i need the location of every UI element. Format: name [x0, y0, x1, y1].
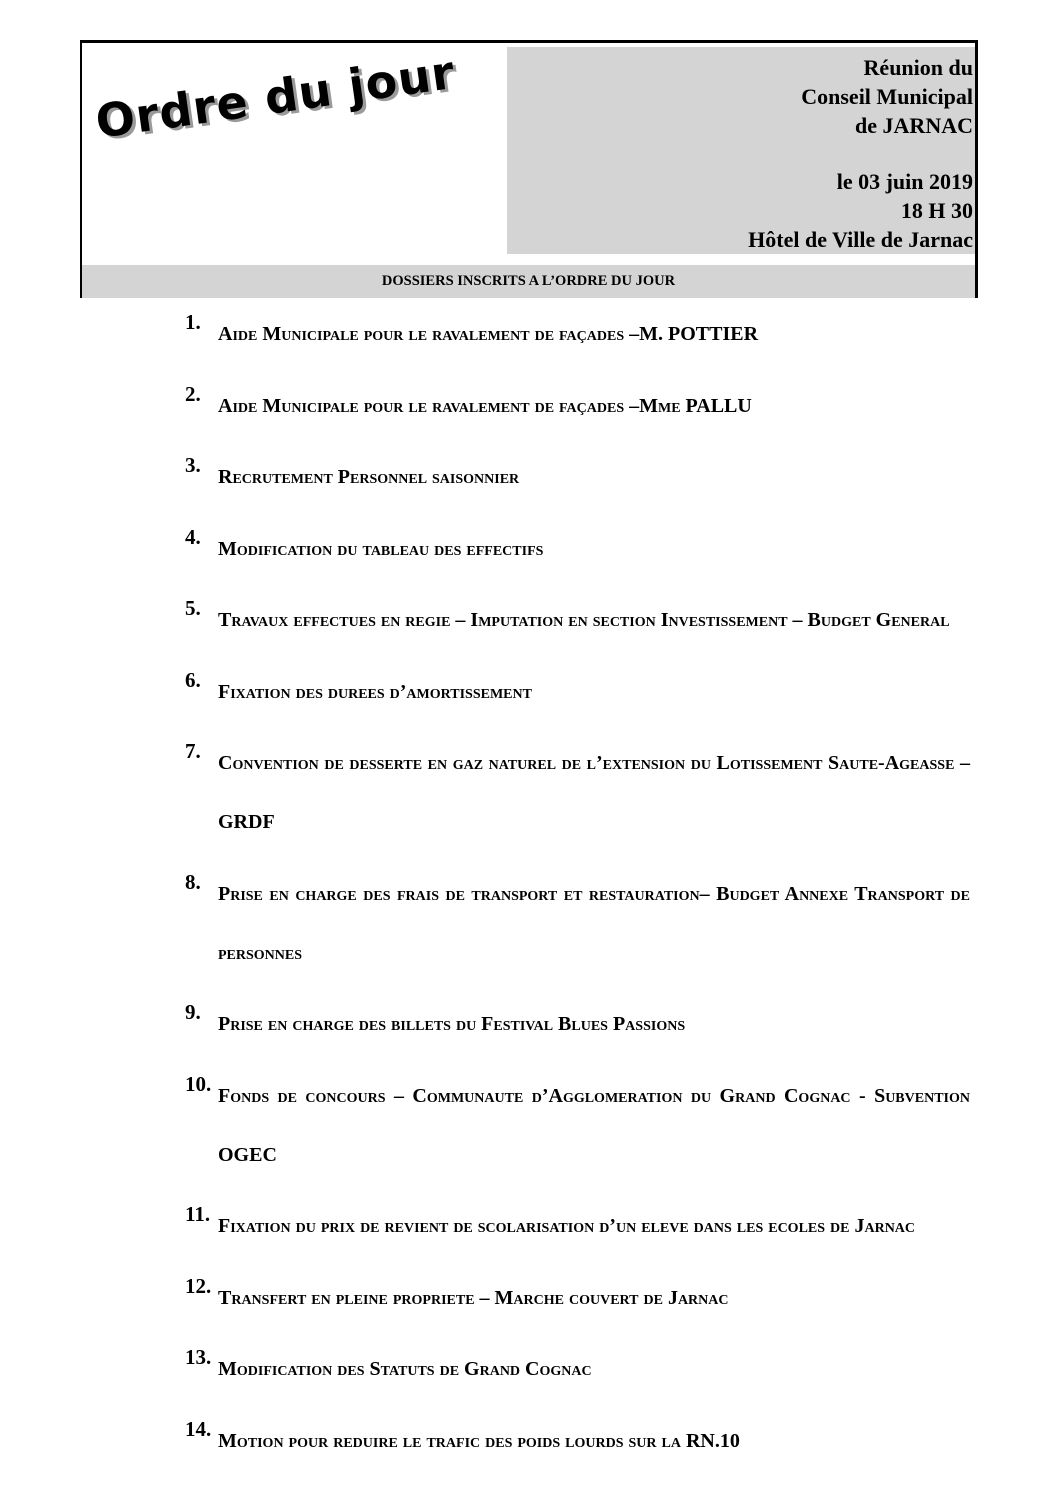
agenda-item-4 [185, 520, 970, 579]
agenda-text: Modification des Statuts de Grand Cognac [218, 1358, 592, 1380]
agenda-item-7 [185, 734, 970, 852]
agenda-text: Travaux effectues en regie – Imputation en section Investissement – Budget General [218, 609, 950, 631]
agenda-item-1 [185, 305, 970, 364]
meeting-line-3: de JARNAC [855, 113, 973, 138]
meeting-date: le 03 juin 2019 [836, 169, 973, 194]
agenda-item-2 [185, 377, 970, 436]
agenda-number: 13. [185, 1345, 212, 1369]
agenda-number: 8. [185, 869, 201, 894]
agenda-number: 4. [185, 524, 201, 549]
agenda-text: Convention de desserte en gaz naturel de l’extension du Lotissement Saute-Ageasse – GRDF [218, 752, 970, 833]
agenda-list [185, 310, 970, 1483]
agenda-text: Recrutement Personnel saisonnier [218, 466, 520, 488]
agenda-item-6 [185, 663, 970, 722]
header-box [80, 40, 978, 298]
agenda-item-10 [185, 1067, 970, 1185]
agenda-number: 6. [185, 667, 201, 692]
agenda-item-13 [185, 1340, 970, 1399]
meeting-info-panel [507, 47, 975, 254]
agenda-item-3 [185, 448, 970, 507]
agenda-text: Prise en charge des frais de transport et restauration– Budget Annexe Transport de personnes [218, 882, 970, 964]
agenda-text: Aide Municipale pour le ravalement de façades –M. POTTIER [218, 323, 759, 345]
agenda-text: Fixation des durees d’amortissement [218, 680, 532, 703]
meeting-line-1: Réunion du [863, 55, 973, 80]
meeting-place: Hôtel de Ville de Jarnac [748, 227, 973, 252]
agenda-number: 9. [185, 1000, 201, 1024]
dossiers-label: DOSSIERS INSCRITS A L’ORDRE DU JOUR [82, 265, 975, 298]
agenda-text: Fixation du prix de revient de scolarisation d’un eleve dans les ecoles de Jarnac [218, 1215, 916, 1237]
agenda-number: 12. [185, 1273, 212, 1298]
agenda-text: Aide Municipale pour le ravalement de façades –Mme PALLU [218, 394, 752, 417]
agenda-item-5 [185, 591, 970, 650]
logo-title: Ordre du jour [92, 44, 459, 149]
agenda-text: Transfert en pleine propriete – Marche couvert de Jarnac [218, 1286, 729, 1309]
meeting-line-2: Conseil Municipal [801, 84, 973, 109]
agenda-number: 2. [185, 381, 201, 406]
agenda-text: Modification du tableau des effectifs [218, 537, 544, 560]
agenda-text: Fonds de concours – Communaute d’Agglomeration du Grand Cognac - Subvention OGEC [218, 1084, 970, 1166]
agenda-number: 1. [185, 310, 201, 334]
agenda-number: 3. [185, 453, 201, 477]
agenda-number: 14. [185, 1416, 212, 1441]
agenda-number: 5. [185, 596, 201, 620]
meeting-time: 18 H 30 [900, 198, 973, 223]
agenda-item-12 [185, 1269, 970, 1328]
agenda-item-11 [185, 1197, 970, 1256]
agenda-item-14 [185, 1412, 970, 1471]
agenda-number: 10. [185, 1071, 212, 1096]
agenda-text: Motion pour reduire le trafic des poids lourds sur la RN.10 [218, 1429, 740, 1452]
agenda-item-8 [185, 865, 970, 983]
agenda-text: Prise en charge des billets du Festival Blues Passions [218, 1013, 686, 1035]
agenda-number: 7. [185, 739, 201, 763]
agenda-item-9 [185, 995, 970, 1054]
agenda-number: 11. [185, 1202, 211, 1226]
